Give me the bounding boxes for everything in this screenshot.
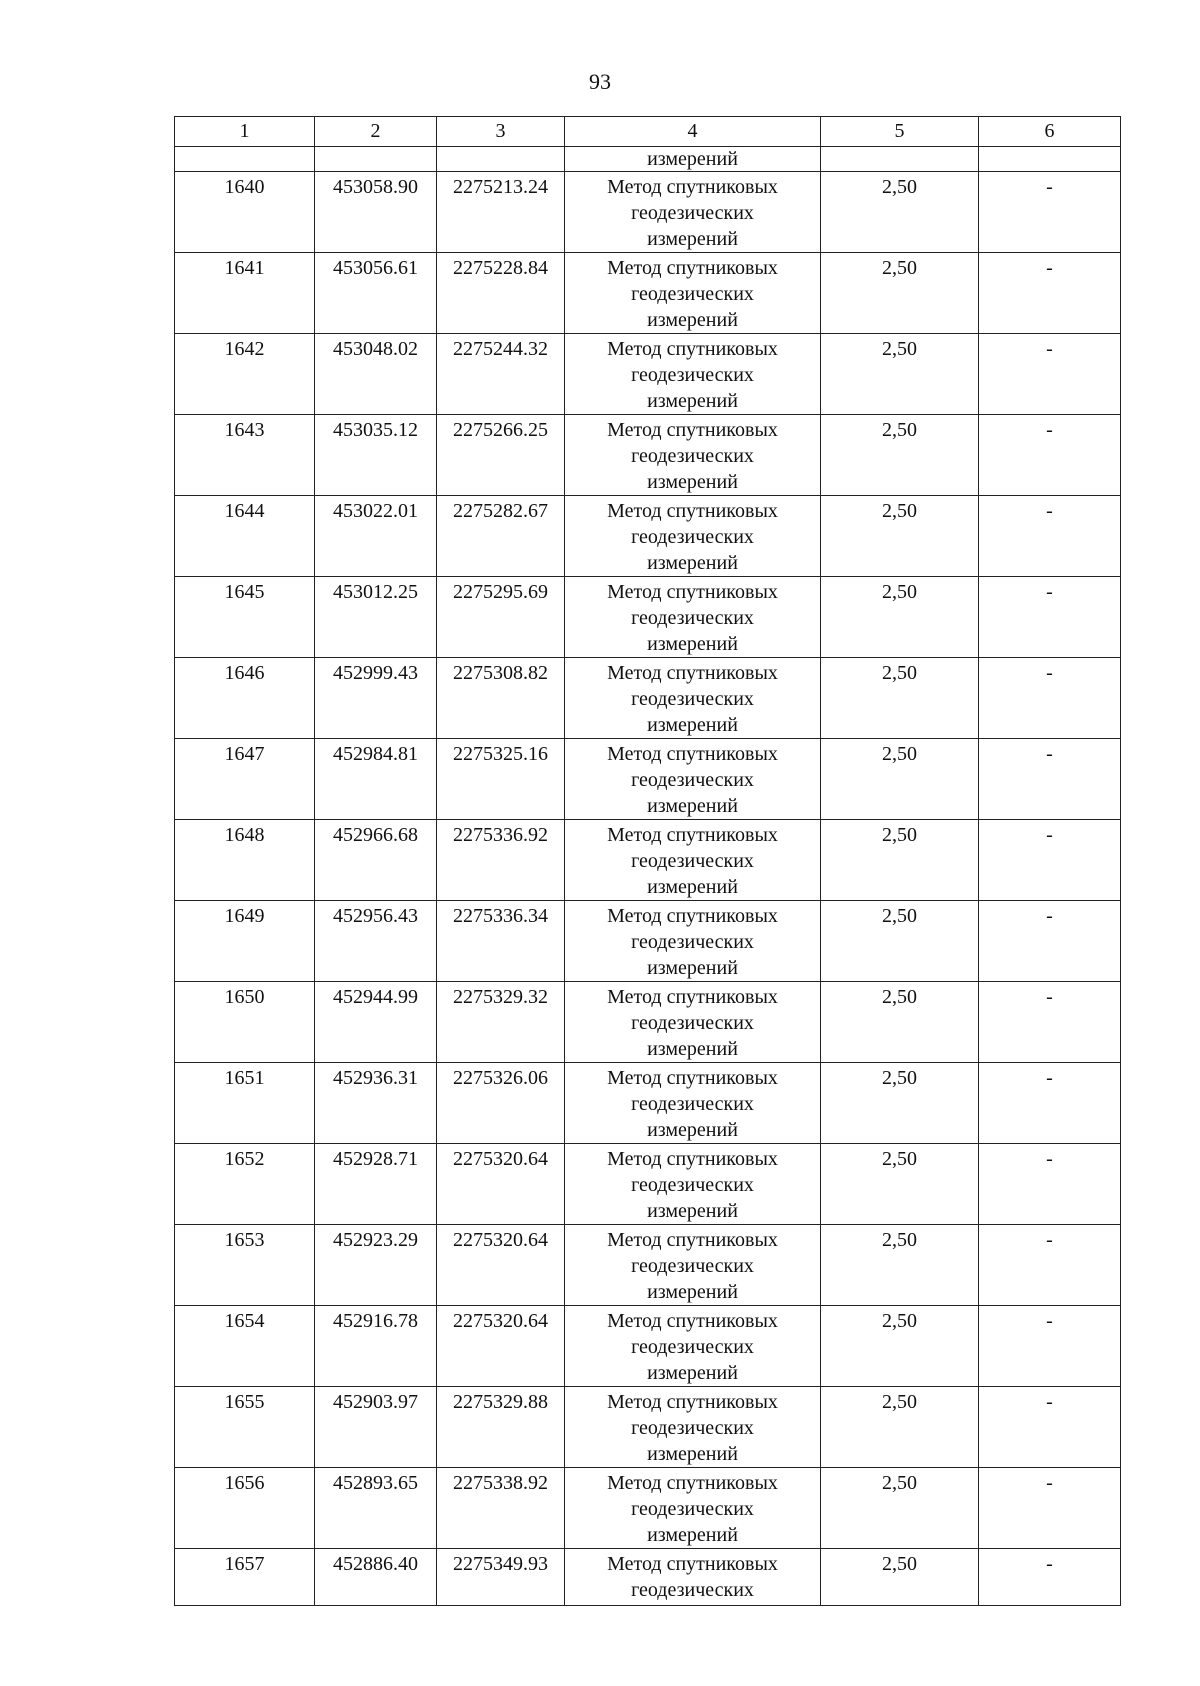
y-coordinate-cell: 2275320.64 xyxy=(437,1144,565,1225)
method-line: Метод спутниковых xyxy=(607,500,778,522)
method-line: Метод спутниковых xyxy=(607,581,778,603)
note-cell: - xyxy=(979,820,1121,901)
method-line: Метод спутниковых xyxy=(607,1553,778,1575)
continuation-cell-3 xyxy=(437,147,565,172)
accuracy-cell: 2,50 xyxy=(821,1387,979,1468)
column-header-6: 6 xyxy=(979,117,1121,147)
table-row xyxy=(175,1468,1121,1549)
y-coordinate-cell: 2275338.92 xyxy=(437,1468,565,1549)
method-line: геодезических xyxy=(631,1255,754,1277)
table-row xyxy=(175,496,1121,577)
x-coordinate-cell: 452999.43 xyxy=(315,658,437,739)
column-header-3: 3 xyxy=(437,117,565,147)
note-cell: - xyxy=(979,334,1121,415)
table-row xyxy=(175,658,1121,739)
method-line: измерений xyxy=(647,633,738,655)
method-line: геодезических xyxy=(631,850,754,872)
method-line: измерений xyxy=(647,1200,738,1222)
accuracy-cell: 2,50 xyxy=(821,1306,979,1387)
method-cell xyxy=(565,820,821,901)
y-coordinate-cell: 2275213.24 xyxy=(437,172,565,253)
point-number-cell: 1646 xyxy=(175,658,315,739)
method-cell xyxy=(565,253,821,334)
note-cell: - xyxy=(979,496,1121,577)
continuation-method-cell: измерений xyxy=(565,147,821,172)
coordinates-table xyxy=(174,116,1121,1606)
x-coordinate-cell: 452944.99 xyxy=(315,982,437,1063)
y-coordinate-cell: 2275336.92 xyxy=(437,820,565,901)
table-row xyxy=(175,820,1121,901)
point-number-cell: 1656 xyxy=(175,1468,315,1549)
y-coordinate-cell: 2275320.64 xyxy=(437,1225,565,1306)
point-number-cell: 1657 xyxy=(175,1549,315,1606)
method-line: измерений xyxy=(647,471,738,493)
method-line: измерений xyxy=(647,795,738,817)
x-coordinate-cell: 452886.40 xyxy=(315,1549,437,1606)
continuation-cell-1 xyxy=(175,147,315,172)
method-line: геодезических xyxy=(631,283,754,305)
continuation-row xyxy=(175,147,1121,172)
column-header-5: 5 xyxy=(821,117,979,147)
note-cell: - xyxy=(979,1225,1121,1306)
method-cell xyxy=(565,334,821,415)
method-line: Метод спутниковых xyxy=(607,176,778,198)
method-line: измерений xyxy=(647,1443,738,1465)
method-cell xyxy=(565,577,821,658)
x-coordinate-cell: 452928.71 xyxy=(315,1144,437,1225)
table-row xyxy=(175,901,1121,982)
x-coordinate-cell: 452956.43 xyxy=(315,901,437,982)
point-number-cell: 1645 xyxy=(175,577,315,658)
table-row xyxy=(175,253,1121,334)
table-row xyxy=(175,1063,1121,1144)
method-line: измерений xyxy=(647,390,738,412)
point-number-cell: 1643 xyxy=(175,415,315,496)
table-row xyxy=(175,982,1121,1063)
method-cell xyxy=(565,739,821,820)
method-line: Метод спутниковых xyxy=(607,905,778,927)
method-line: геодезических xyxy=(631,202,754,224)
note-cell: - xyxy=(979,982,1121,1063)
page-number: 93 xyxy=(589,69,611,94)
note-cell: - xyxy=(979,739,1121,820)
point-number-cell: 1650 xyxy=(175,982,315,1063)
accuracy-cell: 2,50 xyxy=(821,1063,979,1144)
note-cell: - xyxy=(979,577,1121,658)
method-cell xyxy=(565,496,821,577)
note-cell: - xyxy=(979,1063,1121,1144)
accuracy-cell: 2,50 xyxy=(821,415,979,496)
continuation-cell-6 xyxy=(979,147,1121,172)
x-coordinate-cell: 452903.97 xyxy=(315,1387,437,1468)
accuracy-cell: 2,50 xyxy=(821,334,979,415)
method-line: Метод спутниковых xyxy=(607,1310,778,1332)
method-line: геодезических xyxy=(631,1174,754,1196)
method-line: Метод спутниковых xyxy=(607,824,778,846)
y-coordinate-cell: 2275326.06 xyxy=(437,1063,565,1144)
y-coordinate-cell: 2275282.67 xyxy=(437,496,565,577)
y-coordinate-cell: 2275244.32 xyxy=(437,334,565,415)
note-cell: - xyxy=(979,1144,1121,1225)
method-line: измерений xyxy=(647,957,738,979)
column-header-1: 1 xyxy=(175,117,315,147)
note-cell: - xyxy=(979,1468,1121,1549)
accuracy-cell: 2,50 xyxy=(821,739,979,820)
y-coordinate-cell: 2275266.25 xyxy=(437,415,565,496)
method-line: геодезических xyxy=(631,931,754,953)
method-line: измерений xyxy=(647,714,738,736)
method-line: геодезических xyxy=(631,364,754,386)
x-coordinate-cell: 453012.25 xyxy=(315,577,437,658)
note-cell: - xyxy=(979,253,1121,334)
note-cell: - xyxy=(979,901,1121,982)
accuracy-cell: 2,50 xyxy=(821,577,979,658)
method-line: Метод спутниковых xyxy=(607,257,778,279)
method-line: Метод спутниковых xyxy=(607,419,778,441)
method-cell xyxy=(565,982,821,1063)
y-coordinate-cell: 2275336.34 xyxy=(437,901,565,982)
note-cell: - xyxy=(979,658,1121,739)
method-line: измерений xyxy=(647,1281,738,1303)
method-cell xyxy=(565,1387,821,1468)
method-cell xyxy=(565,1225,821,1306)
x-coordinate-cell: 453048.02 xyxy=(315,334,437,415)
point-number-cell: 1652 xyxy=(175,1144,315,1225)
method-line: измерений xyxy=(647,228,738,250)
x-coordinate-cell: 452923.29 xyxy=(315,1225,437,1306)
table-row xyxy=(175,172,1121,253)
accuracy-cell: 2,50 xyxy=(821,658,979,739)
method-line: геодезических xyxy=(631,688,754,710)
y-coordinate-cell: 2275320.64 xyxy=(437,1306,565,1387)
method-line: геодезических xyxy=(631,1498,754,1520)
method-line: Метод спутниковых xyxy=(607,1472,778,1494)
method-line: измерений xyxy=(647,876,738,898)
point-number-cell: 1648 xyxy=(175,820,315,901)
table-body xyxy=(175,117,1121,1606)
x-coordinate-cell: 453056.61 xyxy=(315,253,437,334)
method-line: измерений xyxy=(647,1362,738,1384)
accuracy-cell: 2,50 xyxy=(821,820,979,901)
method-line: геодезических xyxy=(631,769,754,791)
method-line: измерений xyxy=(647,1038,738,1060)
note-cell: - xyxy=(979,1306,1121,1387)
method-cell xyxy=(565,172,821,253)
note-cell: - xyxy=(979,415,1121,496)
method-cell xyxy=(565,1144,821,1225)
method-cell xyxy=(565,1063,821,1144)
method-line: геодезических xyxy=(631,526,754,548)
point-number-cell: 1651 xyxy=(175,1063,315,1144)
note-cell: - xyxy=(979,1549,1121,1606)
method-line: измерений xyxy=(647,1119,738,1141)
method-line: Метод спутниковых xyxy=(607,743,778,765)
accuracy-cell: 2,50 xyxy=(821,1144,979,1225)
table-row xyxy=(175,334,1121,415)
x-coordinate-cell: 452893.65 xyxy=(315,1468,437,1549)
y-coordinate-cell: 2275295.69 xyxy=(437,577,565,658)
point-number-cell: 1641 xyxy=(175,253,315,334)
method-line: Метод спутниковых xyxy=(607,1229,778,1251)
x-coordinate-cell: 453022.01 xyxy=(315,496,437,577)
y-coordinate-cell: 2275349.93 xyxy=(437,1549,565,1606)
table-row xyxy=(175,1387,1121,1468)
point-number-cell: 1655 xyxy=(175,1387,315,1468)
header-row xyxy=(175,117,1121,147)
accuracy-cell: 2,50 xyxy=(821,172,979,253)
x-coordinate-cell: 452916.78 xyxy=(315,1306,437,1387)
method-line: геодезических xyxy=(631,445,754,467)
table-row xyxy=(175,739,1121,820)
method-line: измерений xyxy=(647,309,738,331)
point-number-cell: 1640 xyxy=(175,172,315,253)
continuation-cell-2 xyxy=(315,147,437,172)
accuracy-cell: 2,50 xyxy=(821,1225,979,1306)
y-coordinate-cell: 2275329.88 xyxy=(437,1387,565,1468)
method-line: Метод спутниковых xyxy=(607,338,778,360)
table-row xyxy=(175,1306,1121,1387)
method-line: Метод спутниковых xyxy=(607,1148,778,1170)
column-header-2: 2 xyxy=(315,117,437,147)
method-cell xyxy=(565,415,821,496)
y-coordinate-cell: 2275325.16 xyxy=(437,739,565,820)
point-number-cell: 1642 xyxy=(175,334,315,415)
table-row xyxy=(175,1549,1121,1606)
method-line: измерений xyxy=(647,552,738,574)
accuracy-cell: 2,50 xyxy=(821,253,979,334)
table-row xyxy=(175,1225,1121,1306)
method-cell xyxy=(565,658,821,739)
method-cell xyxy=(565,901,821,982)
x-coordinate-cell: 453058.90 xyxy=(315,172,437,253)
method-line: Метод спутниковых xyxy=(607,986,778,1008)
method-line: геодезических xyxy=(631,1012,754,1034)
x-coordinate-cell: 452984.81 xyxy=(315,739,437,820)
point-number-cell: 1644 xyxy=(175,496,315,577)
y-coordinate-cell: 2275329.32 xyxy=(437,982,565,1063)
method-cell xyxy=(565,1468,821,1549)
note-cell: - xyxy=(979,172,1121,253)
accuracy-cell: 2,50 xyxy=(821,982,979,1063)
point-number-cell: 1647 xyxy=(175,739,315,820)
column-header-4: 4 xyxy=(565,117,821,147)
table-row xyxy=(175,577,1121,658)
method-cell xyxy=(565,1306,821,1387)
continuation-cell-5 xyxy=(821,147,979,172)
table-row xyxy=(175,415,1121,496)
accuracy-cell: 2,50 xyxy=(821,496,979,577)
accuracy-cell: 2,50 xyxy=(821,1468,979,1549)
y-coordinate-cell: 2275228.84 xyxy=(437,253,565,334)
method-line: измерений xyxy=(647,1524,738,1546)
method-line: геодезических xyxy=(631,1336,754,1358)
method-line: геодезических xyxy=(631,607,754,629)
method-line: Метод спутниковых xyxy=(607,1067,778,1089)
y-coordinate-cell: 2275308.82 xyxy=(437,658,565,739)
point-number-cell: 1654 xyxy=(175,1306,315,1387)
method-line: Метод спутниковых xyxy=(607,662,778,684)
method-line: геодезических xyxy=(631,1417,754,1439)
table-row xyxy=(175,1144,1121,1225)
accuracy-cell: 2,50 xyxy=(821,1549,979,1606)
point-number-cell: 1649 xyxy=(175,901,315,982)
x-coordinate-cell: 452936.31 xyxy=(315,1063,437,1144)
method-line: геодезических xyxy=(631,1579,754,1601)
method-cell xyxy=(565,1549,821,1606)
x-coordinate-cell: 452966.68 xyxy=(315,820,437,901)
accuracy-cell: 2,50 xyxy=(821,901,979,982)
x-coordinate-cell: 453035.12 xyxy=(315,415,437,496)
method-line: геодезических xyxy=(631,1093,754,1115)
note-cell: - xyxy=(979,1387,1121,1468)
method-line: Метод спутниковых xyxy=(607,1391,778,1413)
point-number-cell: 1653 xyxy=(175,1225,315,1306)
